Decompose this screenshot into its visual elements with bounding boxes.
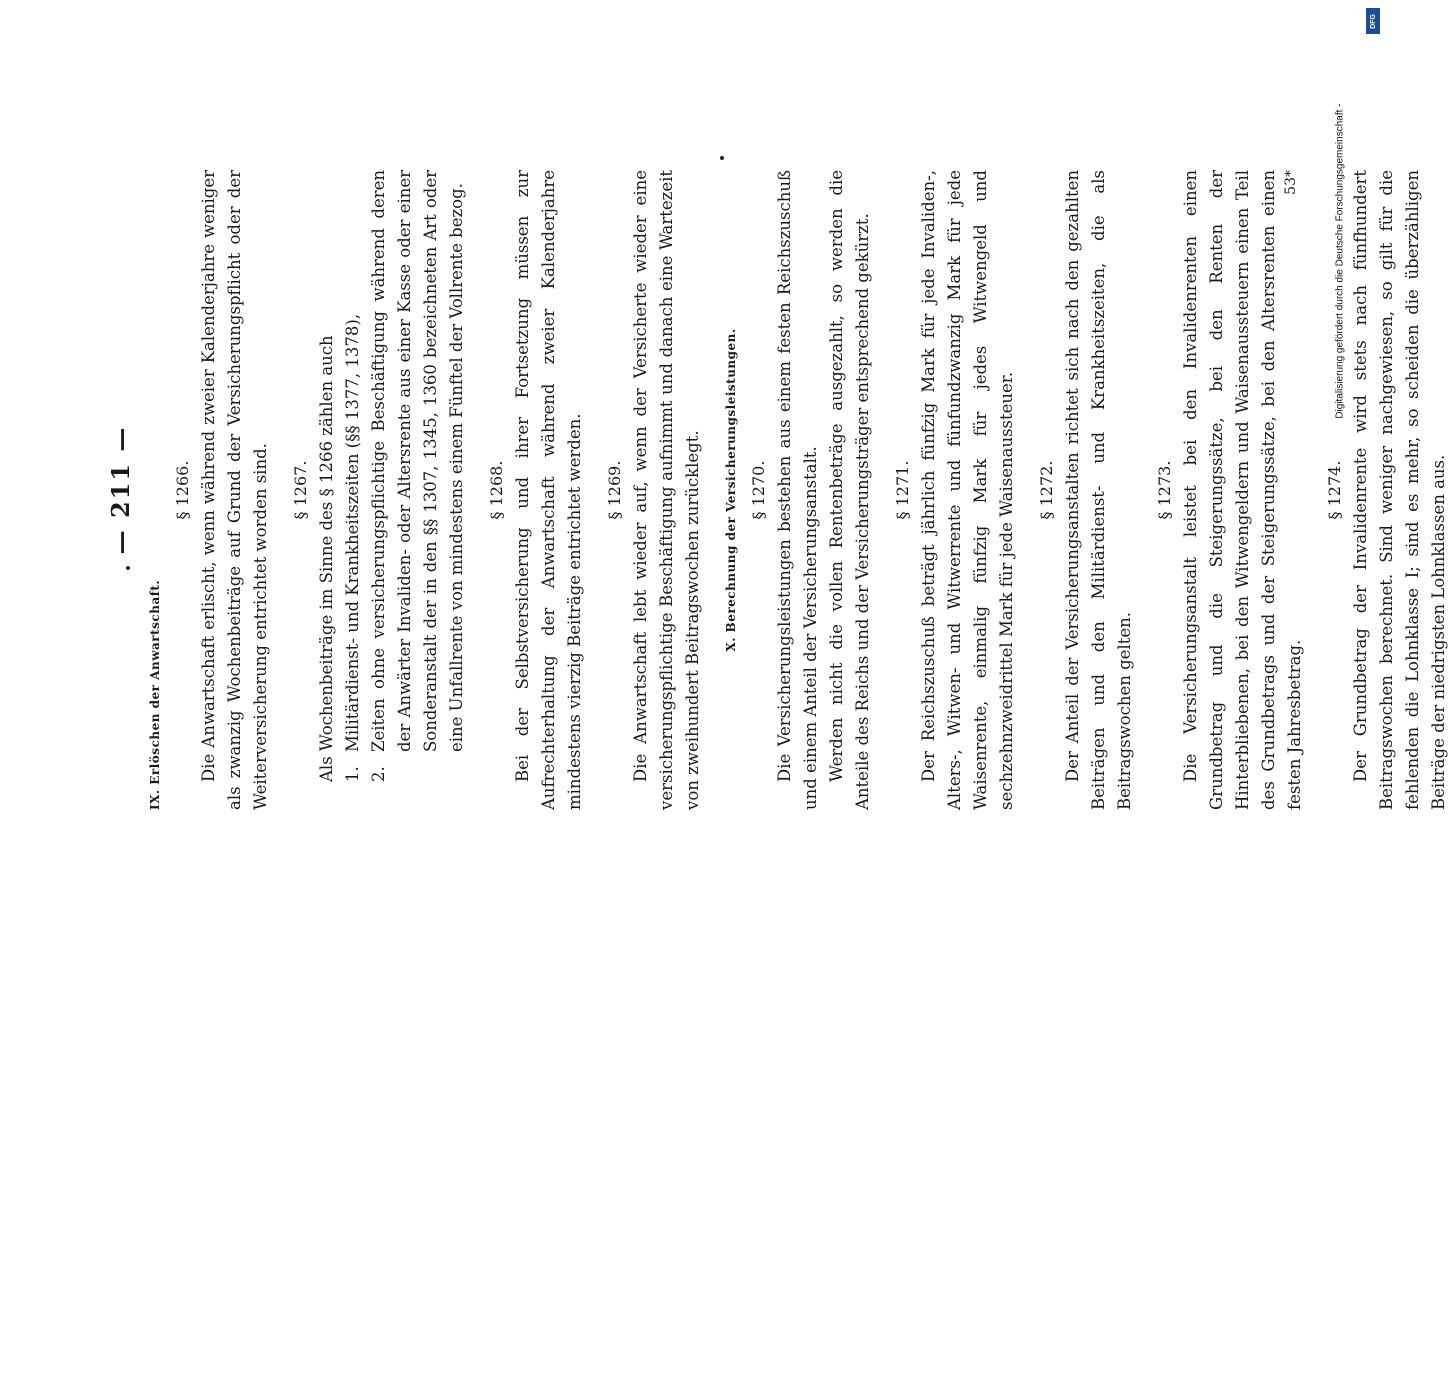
- paragraph-number-1266: § 1266.: [173, 460, 192, 520]
- list-item-number: 1.: [343, 766, 362, 782]
- list-item: [366, 170, 470, 810]
- credit-text: Digitalisierung gefördert durch die Deutsche Forschungsgemeinschaft -: [1334, 103, 1346, 419]
- paragraph-text-1273: Die Versicherungsanstalt leistet bei den Invalidenrenten einen Grundbetrag und die Steigerungssätze, bei den Renten der Hinterbliebenen, bei den Witwengeldern und Waisenaussteuern einen Teil des Grundbetrags und der Steigerungssätze, bei den Altersrenten einen festen Jahresbetrag.: [1181, 170, 1304, 810]
- paragraph-number-1267: § 1267.: [291, 460, 310, 520]
- paragraph-number-1269: § 1269.: [605, 460, 624, 520]
- list-item-number: 2.: [369, 766, 388, 782]
- paragraph-text-1268: Bei der Selbstversicherung und ihrer Fortsetzung müssen zur Aufrechterhaltung der Anwartschaft während zweier Kalenderjahre mindestens vierzig Beiträge entrichtet werden.: [513, 170, 584, 810]
- paragraph-number-1268: § 1268.: [487, 460, 506, 520]
- paragraph-number-1274: § 1274.: [1325, 460, 1344, 520]
- list-item-text: Militärdienst- und Krankheitszeiten (§§ 1377, 1378),: [343, 313, 362, 752]
- paragraph-text-1270-a: Die Versicherungsleistungen bestehen aus einem festen Reichszuschuß und einem Anteil der Versicherungsanstalt.: [775, 170, 820, 810]
- paragraph-number-1272: § 1272.: [1037, 460, 1056, 520]
- list-item-text: Zeiten ohne versicherungspflichtige Beschäftigung während deren der Anwärter Invaliden- oder Altersrente aus einer Kasse oder einer Sonderanstalt der in den §§ 1307, 1345, 1360 bezeichneten Art oder eine Unfallrente von mindestens einem Fünftel der Vollrente bezog.: [369, 170, 466, 752]
- paragraph-text-1270-b: Werden nicht die vollen Rentenbeträge ausgezahlt, so werden die Anteile des Reichs und der Versicherungsträger entsprechend gekürzt.: [827, 170, 872, 810]
- signature-mark: 53*: [1283, 170, 1299, 195]
- paragraph-text-1266: Die Anwartschaft erlischt, wenn während zweier Kalenderjahre weniger als zwanzig Wochenbeiträge auf Grund der Versicherungspflicht oder der Weiterversicherung entrichtet worden sind.: [199, 170, 270, 810]
- list-item: [340, 170, 366, 810]
- page-body: [108, 170, 1452, 810]
- print-speck: [720, 156, 724, 160]
- paragraph-number-1270: § 1270.: [749, 460, 768, 520]
- paragraph-text-1272: Der Anteil der Versicherungsanstalten richtet sich nach den gezahlten Beiträgen und den Militärdienst- und Krankheitszeiten, die als Beitragswochen gelten.: [1063, 170, 1134, 810]
- paragraph-number-1271: § 1271.: [893, 460, 912, 520]
- paragraph-number-1273: § 1273.: [1155, 460, 1174, 520]
- section-heading-ix: IX. Erlöschen der Anwartschaft.: [148, 579, 162, 810]
- paragraph-text-1274: Der Grundbetrag der Invalidenrente wird stets nach fünfhundert Beitragswochen berechnet. Sind weniger nachgewiesen, so gilt für die fehlenden die Lohnklasse I; sind es mehr, so scheiden die überzähligen Beiträge der niedrigsten Lohnklassen aus.: [1351, 170, 1448, 810]
- paragraph-text-1271: Der Reichszuschuß beträgt jährlich fünfzig Mark für jede Invaliden-, Alters-, Witwen- und Witwerrente und fünfundzwanzig Mark für jede Waisenrente, einmalig fünfzig Mark für jedes Witwengeld und sechzehnzweidrittel Mark für jede Waisenaussteuer.: [919, 170, 1016, 810]
- dfg-logo: [1366, 8, 1380, 34]
- digitization-credit: [1300, 8, 1440, 1391]
- print-speck: [126, 566, 130, 570]
- paragraph-intro-1267: Als Wochenbeiträge im Sinne des § 1266 zählen auch: [317, 335, 336, 782]
- section-heading-x: X. Berechnung der Versicherungsleistungen.: [724, 328, 738, 652]
- dfg-logo-text: DFG: [1369, 13, 1377, 29]
- page-number: — 211 —: [106, 425, 135, 555]
- paragraph-text-1269: Die Anwartschaft lebt wieder auf, wenn der Versicherte wieder eine versicherungspflichtige Beschäftigung aufnimmt und danach eine Wartezeit von zweihundert Beitragswochen zurücklegt.: [631, 170, 702, 810]
